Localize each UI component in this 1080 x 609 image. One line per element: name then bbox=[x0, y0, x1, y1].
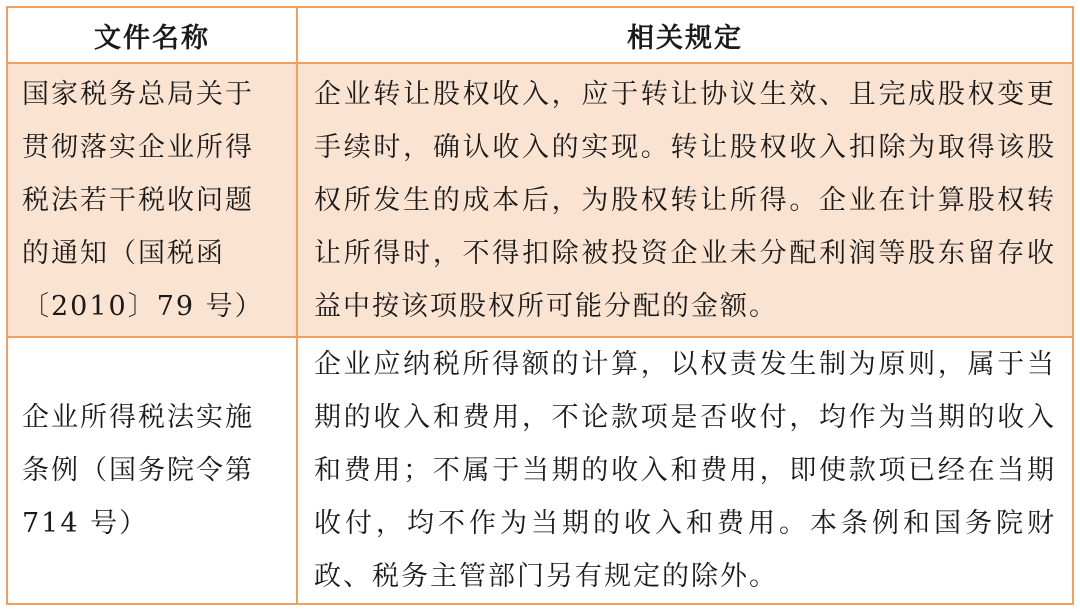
file-name-cell: 企业所得税法实施条例（国务院令第 714 号） bbox=[7, 337, 297, 604]
table-row bbox=[7, 337, 1073, 604]
header-file-name: 文件名称 bbox=[7, 7, 297, 63]
file-name-cell: 国家税务总局关于贯彻落实企业所得税法若干税收问题的通知（国税函〔2010〕79 号） bbox=[7, 63, 297, 337]
rule-text-cell: 企业应纳税所得额的计算，以权责发生制为原则，属于当期的收入和费用，不论款项是否收付，均作为当期的收入和费用；不属于当期的收入和费用，即使款项已经在当期收付，均不作为当期的收入和费用。本条例和国务院财政、税务主管部门另有规定的除外。 bbox=[297, 337, 1073, 604]
table-header-row bbox=[7, 7, 1073, 63]
table-row bbox=[7, 63, 1073, 337]
regulations-table bbox=[6, 6, 1074, 605]
rule-text-cell: 企业转让股权收入，应于转让协议生效、且完成股权变更手续时，确认收入的实现。转让股权收入扣除为取得该股权所发生的成本后，为股权转让所得。企业在计算股权转让所得时，不得扣除被投资企业未分配利润等股东留存收益中按该项股权所可能分配的金额。 bbox=[297, 63, 1073, 337]
header-related-rules: 相关规定 bbox=[297, 7, 1073, 63]
